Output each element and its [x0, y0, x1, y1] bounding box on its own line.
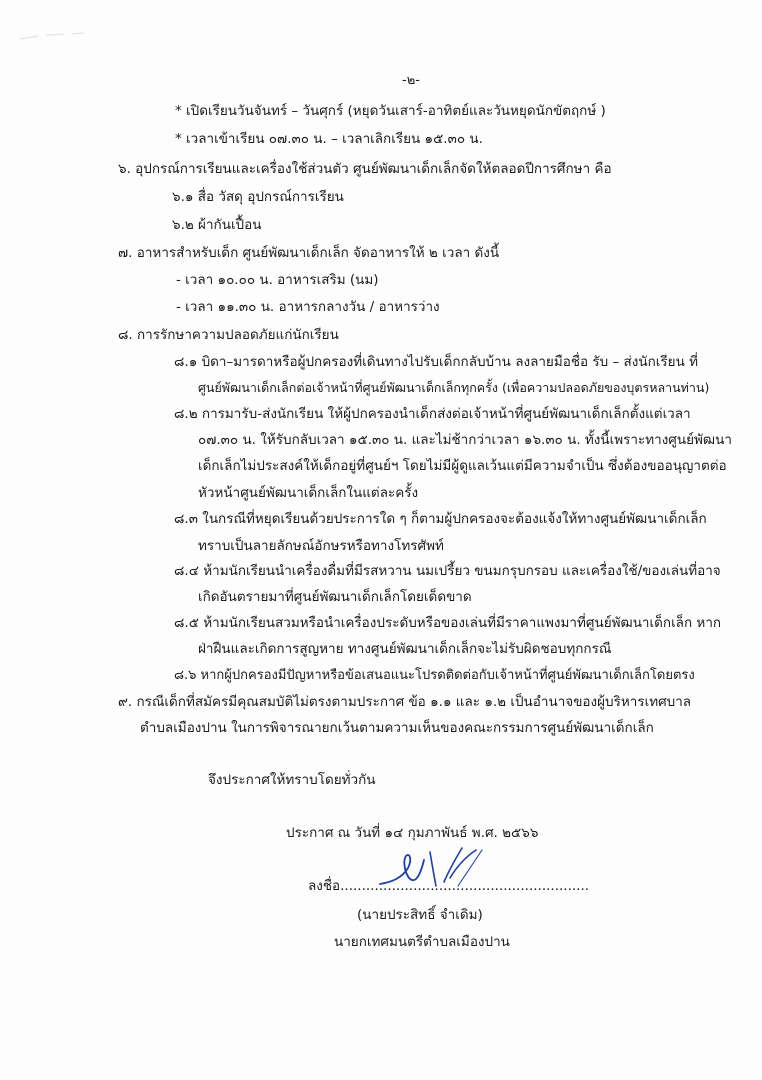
signature-icon	[372, 838, 492, 898]
item-6-1: ๖.๑ สื่อ วัสดุ อุปกรณ์การเรียน	[172, 189, 344, 205]
signature-line: ลงชื่อ..........................................................	[308, 878, 590, 894]
schedule-hours-line: * เวลาเข้าเรียน ๐๗.๓๐ น. – เวลาเลิกเรียน ๑๕.๓๐ น.	[175, 131, 483, 147]
signer-title: นายกเทศมนตรีตำบลเมืองปาน	[334, 934, 510, 950]
item-8-1: ๘.๑ บิดา–มารดาหรือผู้ปกครองที่เดินทางไปรับเด็กกลับบ้าน ลงลายมือชื่อ รับ – ส่งนักเรียน ที่	[174, 354, 698, 370]
section-9-cont: ตำบลเมืองปาน ในการพิจารณายกเว้นตามความเห็นของคณะกรรมการศูนย์พัฒนาเด็กเล็ก	[140, 720, 654, 736]
item-8-5-cont: ฝ่าฝืนและเกิดการสูญหาย ทางศูนย์พัฒนาเด็กเล็กจะไม่รับผิดชอบทุกกรณี	[198, 641, 612, 657]
item-8-3-cont: ทราบเป็นลายลักษณ์อักษรหรือทางโทรศัพท์	[198, 538, 444, 554]
item-8-2: ๘.๒ การมารับ-ส่งนักเรียน ให้ผู้ปกครองนำเด็กส่งต่อเจ้าหน้าที่ศูนย์พัฒนาเด็กเล็กตั้งแต่เวลา	[174, 406, 691, 422]
section-9-heading: ๙. กรณีเด็กที่สมัครมีคุณสมบัติไม่ตรงตามประกาศ ข้อ ๑.๑ และ ๑.๒ เป็นอำนาจของผู้บริหารเทศบาล	[118, 694, 692, 710]
item-8-6: ๘.๖ หากผู้ปกครองมีปัญหาหรือข้อเสนอแนะโปรดติดต่อกับเจ้าหน้าที่ศูนย์พัฒนาเด็กเล็กโดยตรง	[174, 668, 695, 683]
signer-name: (นายประสิทธิ์ จำเดิม)	[357, 907, 483, 923]
item-8-5: ๘.๕ ห้ามนักเรียนสวมหรือนำเครื่องประดับหรือของเล่นที่มีราคาแพงมาที่ศูนย์พัฒนาเด็กเล็ก หาก	[174, 615, 722, 631]
item-8-4: ๘.๔ ห้ามนักเรียนนำเครื่องดื่มที่มีรสหวาน นมเปรี้ยว ขนมกรุบกรอบ และเครื่องใช้/ของเล่นที่อาจ	[174, 563, 721, 579]
page-number: -๒-	[402, 73, 420, 88]
item-8-2-cont-3: หัวหน้าศูนย์พัฒนาเด็กเล็กในแต่ละครั้ง	[198, 485, 419, 501]
item-7-lunch: - เวลา ๑๑.๓๐ น. อาหารกลางวัน / อาหารว่าง	[176, 299, 440, 315]
item-8-1-cont: ศูนย์พัฒนาเด็กเล็กต่อเจ้าหน้าที่ศูนย์พัฒนาเด็กเล็กทุกครั้ง (เพื่อความปลอดภัยของบุตรหลานท่าน)	[198, 380, 710, 395]
item-8-4-cont: เกิดอันตรายมาที่ศูนย์พัฒนาเด็กเล็กโดยเด็ดขาด	[198, 589, 472, 605]
section-8-heading: ๘. การรักษาความปลอดภัยแก่นักเรียน	[118, 327, 339, 343]
scan-artifact-mark	[18, 30, 88, 44]
item-6-2: ๖.๒ ผ้ากันเปื้อน	[172, 217, 262, 233]
item-8-2-cont-2: เด็กเล็กไม่ประสงค์ให้เด็กอยู่ที่ศูนย์ฯ โดยไม่มีผู้ดูแลเว้นแต่มีความจำเป็น ซึ่งต้องขออนุญาตต่อ	[198, 458, 727, 474]
item-8-3: ๘.๓ ในกรณีที่หยุดเรียนด้วยประการใด ๆ ก็ตามผู้ปกครองจะต้องแจ้งให้ทางศูนย์พัฒนาเด็กเล็ก	[174, 511, 707, 527]
announcement-date: ประกาศ ณ วันที่ ๑๔ กุมภาพันธ์ พ.ศ. ๒๕๖๖	[286, 825, 539, 841]
section-6-heading: ๖. อุปกรณ์การเรียนและเครื่องใช้ส่วนตัว ศูนย์พัฒนาเด็กเล็กจัดให้ตลอดปีการศึกษา คือ	[118, 161, 612, 177]
schedule-days-line: * เปิดเรียนวันจันทร์ – วันศุกร์ (หยุดวันเสาร์-อาทิตย์และวันหยุดนักขัตฤกษ์ )	[175, 103, 606, 119]
item-8-2-cont-1: ๐๗.๓๐ น. ให้รับกลับเวลา ๑๕.๓๐ น. และไม่ช้ากว่าเวลา ๑๖.๓๐ น. ทั้งนี้เพราะทางศูนย์พัฒนา	[198, 432, 732, 448]
item-7-snack: - เวลา ๑๐.๐๐ น. อาหารเสริม (นม)	[176, 272, 379, 288]
closing-notice: จึงประกาศให้ทราบโดยทั่วกัน	[208, 772, 376, 788]
section-7-heading: ๗. อาหารสำหรับเด็ก ศูนย์พัฒนาเด็กเล็ก จัดอาหารให้ ๒ เวลา ดังนี้	[118, 245, 500, 261]
